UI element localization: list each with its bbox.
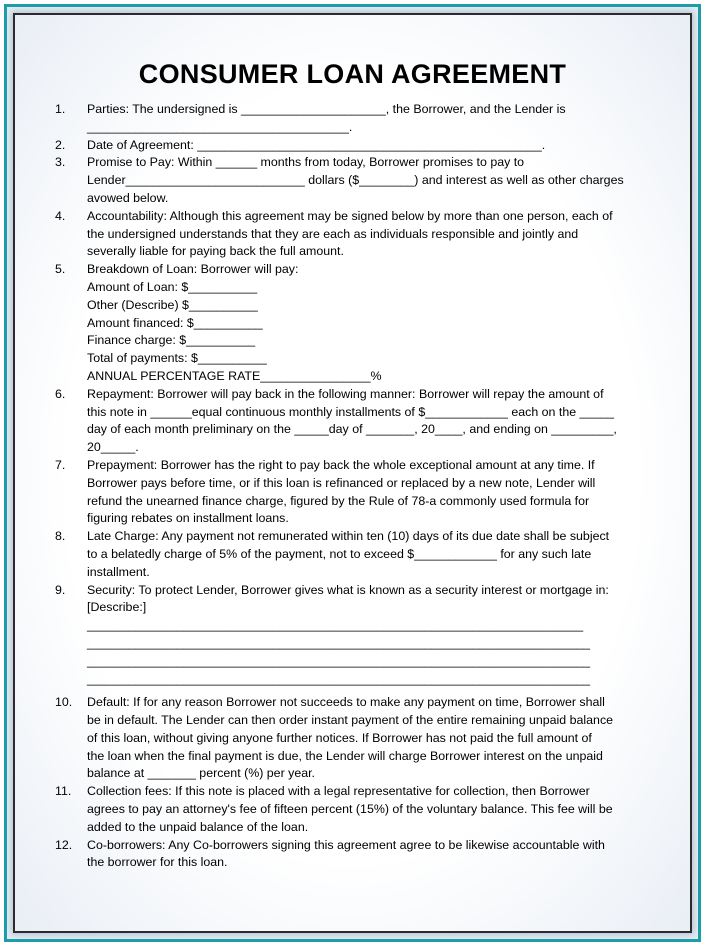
clause-item — [55, 101, 665, 137]
clause-number: 10. — [55, 695, 73, 710]
clause-number: 3. — [55, 155, 66, 170]
clause-line: this note in ______equal continuous monthly installments of $____________ each on the _____ — [87, 404, 615, 419]
clause-line: Other (Describe) $__________ — [87, 297, 258, 312]
clause-line: ________________________________________________________________________ — [87, 618, 584, 633]
clause-line: the undersigned understands that they are each as individuals responsible and jointly and — [87, 226, 579, 241]
document-page — [15, 15, 690, 931]
clause-line: _________________________________________________________________________ — [87, 671, 591, 686]
clause-line: refund the unearned finance charge, figured by the Rule of 78-a commonly used formula for — [87, 493, 590, 508]
clause-line: added to the unpaid balance of the loan. — [87, 819, 309, 834]
clause-line: Date of Agreement: __________________________________________________. — [87, 137, 546, 152]
clause-line: [Describe:] — [87, 600, 147, 615]
clause-number: 7. — [55, 457, 66, 472]
clause-line: the loan when the final payment is due, the Lender will charge Borrower interest on the unpaid — [87, 748, 603, 763]
clause-number: 6. — [55, 386, 66, 401]
clause-line: Promise to Pay: Within ______ months from today, Borrower promises to pay to — [87, 155, 525, 170]
clause-line: Parties: The undersigned is _____________________, the Borrower, and the Lender is — [87, 102, 566, 116]
clause-number: 1. — [55, 102, 66, 116]
clause-line: Collection fees: If this note is placed with a legal representative for collection, then Borrower — [87, 784, 590, 799]
clause-line: Total of payments: $__________ — [87, 351, 267, 366]
clause-item — [55, 208, 665, 261]
clause-line: 20_____. — [87, 440, 139, 455]
clause-number: 4. — [55, 208, 66, 223]
clause-line: of this loan, without giving anyone further notices. If Borrower has not paid the full amount of — [87, 730, 592, 745]
clause-item — [55, 837, 665, 873]
document-title: CONSUMER LOAN AGREEMENT — [138, 59, 567, 89]
clause-line: avowed below. — [87, 190, 169, 205]
clause-line: Co-borrowers: Any Co-borrowers signing this agreement agree to be likewise accountable with — [87, 837, 605, 852]
clause-line: installment. — [87, 564, 150, 579]
clause-line: balance at _______ percent (%) per year. — [87, 766, 315, 781]
clause-item — [55, 261, 665, 386]
clause-line: Repayment: Borrower will pay back in the following manner: Borrower will repay the amount of — [87, 386, 604, 401]
clause-item — [55, 783, 665, 836]
clause-line: Finance charge: $__________ — [87, 333, 256, 348]
clause-line: Default: If for any reason Borrower not succeeds to make any payment on time, Borrower shall — [87, 695, 605, 710]
clause-line: Amount of Loan: $__________ — [87, 279, 258, 294]
clause-line: Late Charge: Any payment not remunerated within ten (10) days of its due date shall be subject — [87, 529, 610, 544]
clause-line: Borrower pays before time, or if this loan is refinanced or replaced by a new note, Lender will — [87, 475, 596, 490]
clause-line: _________________________________________________________________________ — [87, 635, 591, 650]
clause-line: Prepayment: Borrower has the right to pay back the whole exceptional amount at any time. If — [87, 457, 595, 472]
clause-number: 9. — [55, 582, 66, 597]
clause-number: 12. — [55, 837, 73, 852]
clause-line: be in default. The Lender can then order instant payment of the entire remaining unpaid balance — [87, 713, 614, 728]
clause-line: severally liable for paying back the full amount. — [87, 244, 344, 259]
clause-line: ______________________________________. — [87, 119, 353, 134]
clause-number: 2. — [55, 137, 66, 152]
clause-line: ANNUAL PERCENTAGE RATE________________% — [87, 368, 382, 383]
clause-line: Breakdown of Loan: Borrower will pay: — [87, 262, 299, 277]
clause-line: figuring rebates on installment loans. — [87, 511, 289, 526]
clause-line: _________________________________________________________________________ — [87, 653, 591, 668]
clause-line: the borrower for this loan. — [87, 855, 228, 870]
clause-item — [55, 528, 665, 581]
clause-number: 11. — [55, 784, 72, 799]
clause-line: to a belatedly charge of 5% of the payment, not to exceed $____________ for any such late — [87, 546, 592, 561]
clause-line: day of each month preliminary on the _____day of _______, 20____, and ending on _________, — [87, 422, 617, 437]
clause-number: 5. — [55, 262, 66, 277]
clause-line: Accountability: Although this agreement may be signed below by more than one person, each of — [87, 208, 613, 223]
clause-item — [55, 457, 665, 528]
clause-line: Lender__________________________ dollars ($________) and interest as well as other charges — [87, 173, 624, 188]
clause-number: 8. — [55, 529, 66, 544]
clause-item — [55, 154, 665, 207]
clause-list — [55, 101, 665, 872]
clause-line: Amount financed: $__________ — [87, 315, 263, 330]
clause-item — [55, 137, 665, 155]
clause-item — [55, 694, 665, 783]
clause-line: Security: To protect Lender, Borrower gives what is known as a security interest or mortgage in: — [87, 582, 609, 597]
clause-item — [55, 386, 665, 457]
clause-line: agrees to pay an attorney's fee of fifteen percent (15%) of the voluntary balance. This fee will be — [87, 802, 613, 817]
clause-item — [55, 582, 665, 689]
